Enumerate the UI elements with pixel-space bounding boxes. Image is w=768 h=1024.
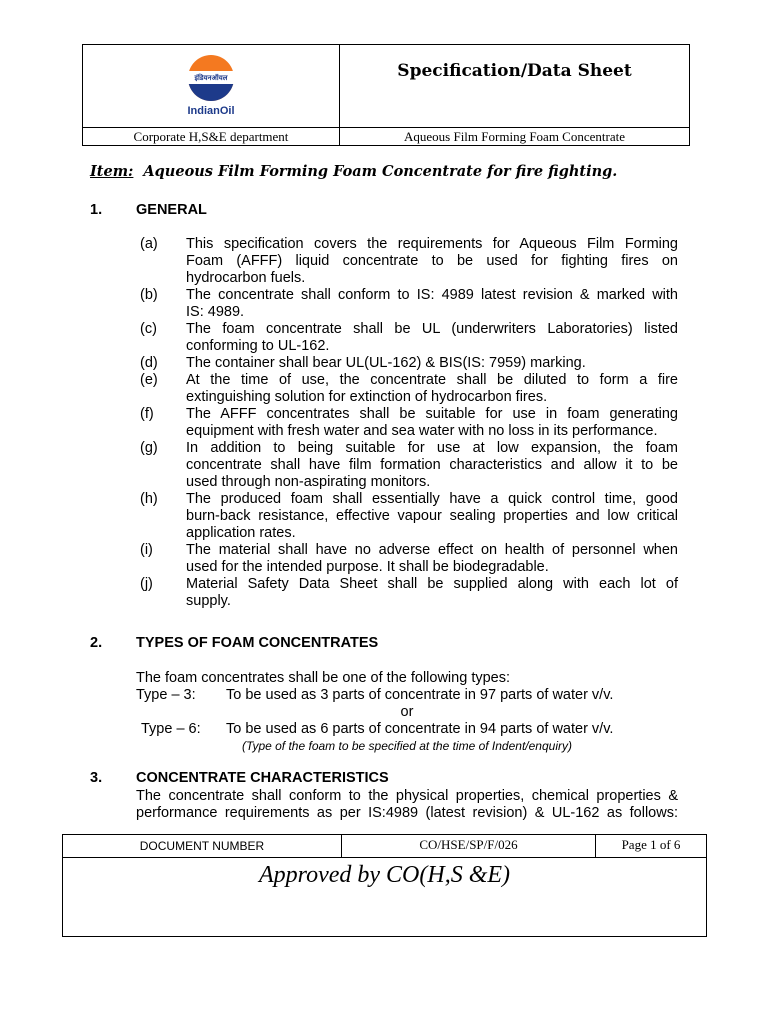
general-item-line: This specification covers the requirements for Aqueous Film Forming	[186, 236, 678, 252]
indianoil-logo	[181, 54, 241, 117]
document-number: CO/HSE/SP/F/026	[342, 835, 596, 858]
general-item-label: (e)	[140, 372, 158, 388]
general-item-line: In addition to being suitable for use at low expansion, the foam	[186, 440, 678, 456]
types-or: or	[400, 704, 414, 720]
general-item-line: Foam (AFFF) liquid concentrate to be used for fighting fires on	[186, 253, 678, 269]
general-item-label: (f)	[140, 406, 154, 422]
section-3-title: CONCENTRATE CHARACTERISTICS	[136, 770, 389, 786]
logo-name: IndianOil	[187, 104, 235, 117]
section-1-title: GENERAL	[136, 202, 207, 218]
general-item-label: (i)	[140, 542, 153, 558]
general-item-label: (a)	[140, 236, 158, 252]
general-item-line: extinguishing solution for extinction of hydrocarbon fires.	[186, 389, 548, 405]
general-item-label: (h)	[140, 491, 158, 507]
section-2-number: 2.	[90, 635, 103, 651]
characteristics-line-2: performance requirements as per IS:4989 (latest revision) & UL-162 as follows:	[136, 805, 678, 821]
section-1-number: 1.	[90, 202, 103, 218]
item-label: Item:	[90, 163, 134, 180]
general-item-line: used through non-aspirating monitors.	[186, 474, 431, 490]
general-item-line: hydrocarbon fuels.	[186, 270, 306, 286]
section-3-number: 3.	[90, 770, 103, 786]
general-item-line: used for the intended purpose. It shall be biodegradable.	[186, 559, 549, 575]
characteristics-line-1: The concentrate shall conform to the physical properties, chemical properties &	[136, 788, 678, 804]
section-2-title: TYPES OF FOAM CONCENTRATES	[136, 635, 379, 651]
types-intro: The foam concentrates shall be one of the following types:	[136, 670, 510, 686]
general-item-line: application rates.	[186, 525, 296, 541]
types-note: (Type of the foam to be specified at the time of Indent/enquiry)	[242, 739, 572, 753]
general-item-line: burn-back resistance, effective vapour sealing properties and low critical	[186, 508, 678, 524]
general-item-line: equipment with fresh water and sea water with no loss in its performance.	[186, 423, 658, 439]
general-item-line: IS: 4989.	[186, 304, 245, 320]
document-title: Specification/Data Sheet	[340, 45, 690, 128]
logo-cell	[83, 45, 340, 128]
general-item-label: (g)	[140, 440, 158, 456]
general-item-label: (c)	[140, 321, 157, 337]
department-cell: Corporate H,S&E department	[83, 128, 340, 146]
footer-table	[62, 834, 707, 937]
approval-text: Approved by CO(H,S &E)	[63, 858, 707, 937]
general-item-line: The container shall bear UL(UL-162) & BIS(IS: 7959) marking.	[186, 355, 586, 371]
general-item-line: supply.	[186, 593, 231, 609]
document-number-label: DOCUMENT NUMBER	[63, 835, 342, 858]
header-table	[82, 44, 690, 146]
general-item-line: The foam concentrate shall be UL (underwriters Laboratories) listed	[186, 321, 678, 337]
general-item-line: The concentrate shall conform to IS: 4989 latest revision & marked with	[186, 287, 678, 303]
general-item-label: (j)	[140, 576, 153, 592]
general-item-line: Material Safety Data Sheet shall be supplied along with each lot of	[186, 576, 678, 592]
general-item-line: conforming to UL-162.	[186, 338, 330, 354]
type-6-label: Type – 6:	[141, 721, 201, 737]
type-6-text: To be used as 6 parts of concentrate in 94 parts of water v/v.	[226, 721, 614, 737]
general-item-label: (d)	[140, 355, 158, 371]
general-item-line: The material shall have no adverse effect on health of personnel when	[186, 542, 678, 558]
general-item-label: (b)	[140, 287, 158, 303]
general-item-line: The produced foam shall essentially have a quick control time, good	[186, 491, 678, 507]
item-line	[90, 163, 617, 180]
general-item-line: At the time of use, the concentrate shall be diluted to form a fire	[186, 372, 678, 388]
page-number: Page 1 of 6	[596, 835, 707, 858]
item-text: Aqueous Film Forming Foam Concentrate for fire fighting.	[143, 163, 618, 180]
general-item-line: concentrate shall have film formation characteristics and allow it to be	[186, 457, 678, 473]
type-3-label: Type – 3:	[136, 687, 196, 703]
type-3-text: To be used as 3 parts of concentrate in 97 parts of water v/v.	[226, 687, 614, 703]
subject-cell: Aqueous Film Forming Foam Concentrate	[340, 128, 690, 146]
general-item-line: The AFFF concentrates shall be suitable for use in foam generating	[186, 406, 678, 422]
